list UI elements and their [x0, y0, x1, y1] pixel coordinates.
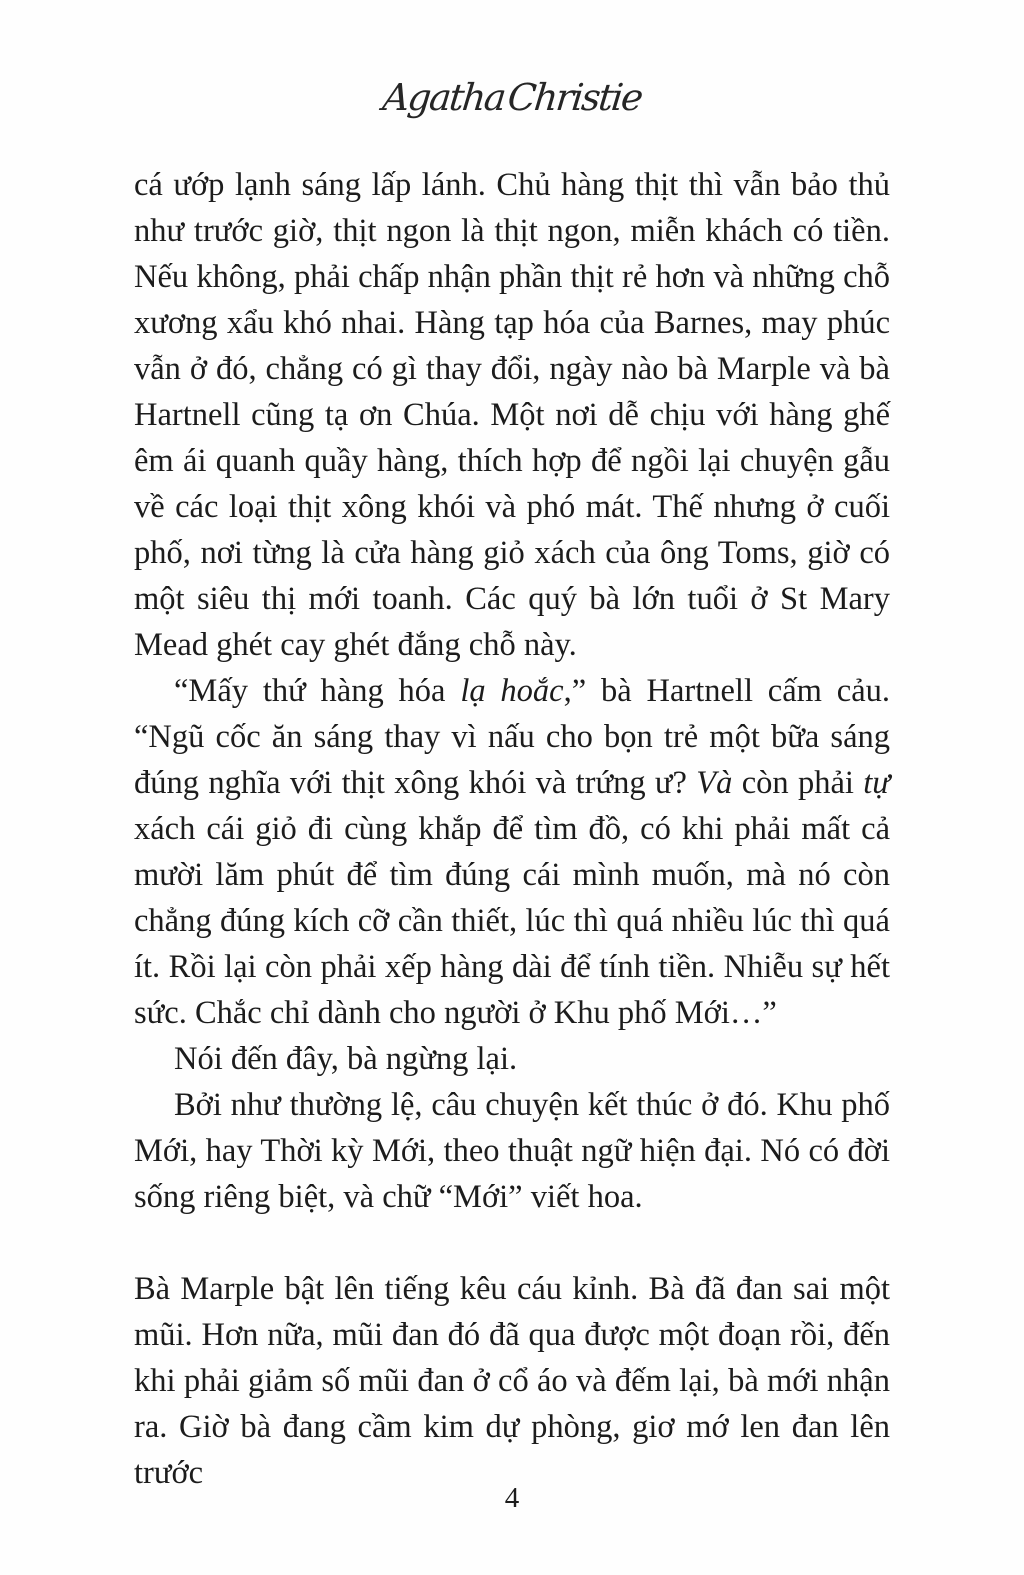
text-segment: “Mấy thứ hàng hóa: [174, 673, 461, 709]
paragraph: [134, 1082, 890, 1220]
italic-text-segment: lạ hoắc: [460, 673, 564, 709]
paragraph: [134, 668, 890, 1036]
text-segment: cá ướp lạnh sáng lấp lánh. Chủ hàng thịt thì vẫn bảo thủ như trước giờ, thịt ngon là thịt ngon, miễn khách có tiền. Nếu không, phải chấp nhận phần thịt rẻ hơn và những chỗ xương xẩu khó nhai. Hàng tạp hóa của Barnes, may phúc vẫn ở đó, chẳng có gì thay đổi, ngày nào bà Marple và bà Hartnell cũng tạ ơn Chúa. Một nơi dễ chịu với hàng ghế êm ái quanh quầy hàng, thích hợp để ngồi lại chuyện gẫu về các loại thịt xông khói và phó mát. Thế nhưng ở cuối phố, nơi từng là cửa hàng giỏ xách của ông Toms, giờ có một siêu thị mới toanh. Các quý bà lớn tuổi ở St Mary Mead ghét cay ghét đắng chỗ này.: [134, 167, 890, 663]
italic-text-segment: tự: [863, 765, 890, 801]
page-number: 4: [504, 1482, 520, 1514]
text-segment: ,” bà Hartnell cấm cảu. “Ngũ cốc ăn sáng thay vì nấu cho bọn trẻ một bữa sáng đúng nghĩa với thịt xông khói và trứng ư?: [134, 673, 890, 801]
text-segment: Bởi như thường lệ, câu chuyện kết thúc ở đó. Khu phố Mới, hay Thời kỳ Mới, theo thuật ngữ hiện đại. Nó có đời sống riêng biệt, và chữ “Mới” viết hoa.: [134, 1087, 890, 1215]
text-segment: Nói đến đây, bà ngừng lại.: [174, 1041, 518, 1077]
paragraph: [134, 1266, 890, 1496]
body-text: [134, 162, 890, 1496]
text-segment: Bà Marple bật lên tiếng kêu cáu kỉnh. Bà đã đan sai một mũi. Hơn nữa, mũi đan đó đã qua được một đoạn rồi, đến khi phải giảm số mũi đan ở cổ áo và đếm lại, bà mới nhận ra. Giờ bà đang cầm kim dự phòng, giơ mớ len đan lên trước: [134, 1271, 890, 1491]
paragraph: [134, 162, 890, 668]
paragraph: [134, 1036, 890, 1082]
agatha-christie-signature: Agatha Christie: [380, 76, 644, 119]
page-header: [0, 0, 1024, 136]
italic-text-segment: Và: [696, 765, 733, 801]
text-segment: còn phải: [732, 765, 864, 801]
text-segment: xách cái giỏ đi cùng khắp để tìm đồ, có khi phải mất cả mười lăm phút để tìm đúng cái mình muốn, mà nó còn chẳng đúng kích cỡ cần thiết, lúc thì quá nhiều lúc thì quá ít. Rồi lại còn phải xếp hàng dài để tính tiền. Nhiễu sự hết sức. Chắc chỉ dành cho người ở Khu phố Mới…”: [134, 811, 890, 1031]
